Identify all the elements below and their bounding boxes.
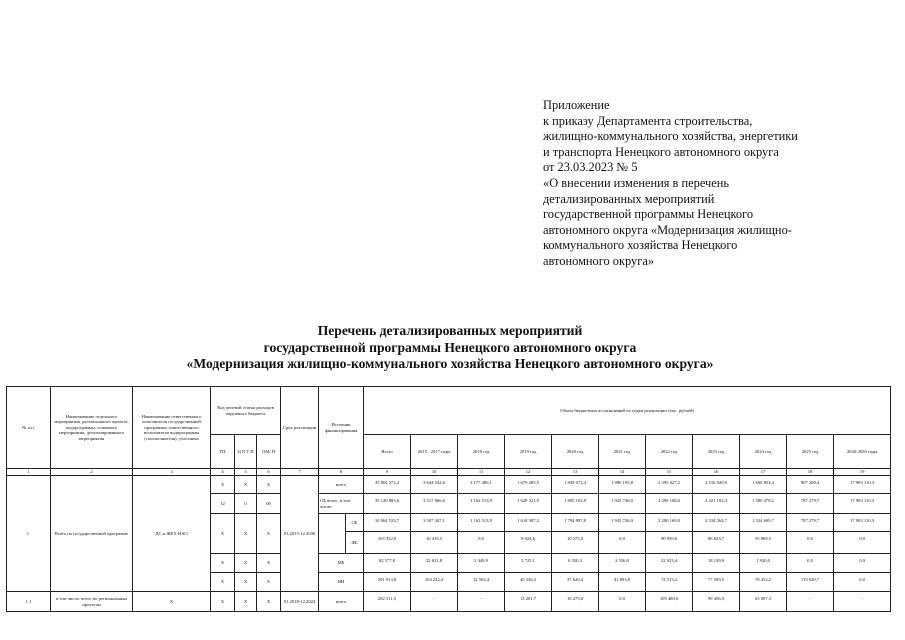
value-cell: 907 200,4 [787, 476, 834, 494]
value-cell: 1 945 746,0 [599, 514, 646, 532]
row-source: всего [319, 476, 364, 494]
value-cell: 2 290 108,6 [646, 494, 693, 514]
header-term: Срок реализации [281, 387, 319, 469]
row-term: 01.2018-12.2024 [281, 592, 319, 612]
value-cell: 90 939,6 [646, 532, 693, 554]
value-cell: 37 620,4 [552, 573, 599, 592]
header-year: 2022 год [646, 435, 693, 469]
row-subsource: ОБ [346, 514, 364, 532]
value-cell: 787 279,7 [787, 494, 834, 514]
col-number: 5 [235, 469, 257, 476]
col-number: 2 [51, 469, 133, 476]
header-total: Всего [364, 435, 411, 469]
value-cell: 104 242,4 [411, 573, 458, 592]
appendix-line: коммунального хозяйства Ненецкого [543, 238, 738, 253]
value-cell: 74 513,2 [646, 573, 693, 592]
header-om: ОМ/ П [257, 435, 281, 469]
col-number: 8 [319, 469, 364, 476]
row-source: ОБ всего, в том числе: [319, 494, 364, 514]
value-cell: 63 097,3 [740, 592, 787, 612]
value-cell: 1 920,0 [740, 554, 787, 573]
table-row [7, 476, 891, 494]
title-line: «Модернизация жилищно-коммунального хозяйства Ненецкого автономного округа» [186, 356, 714, 371]
row-num: 1. [7, 476, 51, 592]
col-number: 6 [257, 469, 281, 476]
code-cpgp: Х [235, 573, 257, 592]
code-gp: Х [211, 514, 235, 554]
value-cell: 6 350,3 [552, 554, 599, 573]
header-year: 2024 год [740, 435, 787, 469]
value-cell: 10 275,0 [552, 532, 599, 554]
col-number: 7 [281, 469, 319, 476]
row-subsource: ФБ [346, 532, 364, 554]
value-cell: 3 507 447,1 [411, 514, 458, 532]
value-cell: - [787, 592, 834, 612]
header-year: 2026-2030 годы [834, 435, 891, 469]
row-source: ИИ [319, 573, 364, 592]
value-cell: 1 177 486,1 [458, 476, 505, 494]
value-cell: - [834, 592, 891, 612]
value-cell: 591 913,8 [364, 573, 411, 592]
code-om: Х [257, 554, 281, 573]
value-cell: 0,0 [834, 573, 891, 592]
header-year: 2020 год [552, 435, 599, 469]
value-cell: 1 628 321,9 [505, 494, 552, 514]
value-cell: 105 480,6 [646, 592, 693, 612]
header-name: Наименование отдельного мероприятия, регионального проекта, подпрограммы, основного мероприятия, детализированного мероприятия [51, 387, 133, 469]
code-cpgp: Х [235, 554, 257, 573]
value-cell: 17 983 110,3 [834, 494, 891, 514]
value-cell: 78 452,2 [740, 573, 787, 592]
row-executor: Х [133, 592, 211, 612]
col-number: 10 [411, 469, 458, 476]
appendix-line: от 23.03.2023 № 5 [543, 160, 638, 175]
value-cell: 1 849 072,4 [552, 476, 599, 494]
value-cell: 10 419,5 [411, 532, 458, 554]
appendix-line: к приказу Департамента строительства, [543, 113, 753, 128]
row-source-spacer [319, 514, 346, 554]
row-executor: ДС и ЖКХ НАО [133, 476, 211, 592]
col-number: 18 [787, 469, 834, 476]
code-om: Х [257, 592, 281, 612]
header-year: 2025 год [787, 435, 834, 469]
code-cpgp: Х [235, 514, 257, 554]
col-number: 4 [211, 469, 235, 476]
col-number: 11 [458, 469, 505, 476]
value-cell: 9 924,6 [505, 532, 552, 554]
appendix-line: детализированных мероприятий [543, 191, 715, 206]
code-om: Х [257, 514, 281, 554]
code-gp: 12 [211, 494, 235, 514]
value-cell: 165 352,9 [364, 532, 411, 554]
value-cell: 1 162 513,9 [458, 494, 505, 514]
header-year: 2019 год [505, 435, 552, 469]
value-cell: 1 990 195,8 [599, 476, 646, 494]
appendix-line: автономного округа «Модернизация жилищно- [543, 222, 792, 237]
header-executor: Наименование ответственного исполнителя государственной программы, ответственного исполнителя подпрограммы (соисполнителя), участника [133, 387, 211, 469]
appendix-line: жилищно-коммунального хозяйства, энергетики [543, 129, 798, 144]
col-number: 17 [740, 469, 787, 476]
header-cpgp: Ц П Г П [235, 435, 257, 469]
value-cell: 119 920,7 [787, 573, 834, 592]
code-cpgp: Х [235, 476, 257, 494]
value-cell: 282 511,5 [364, 592, 411, 612]
value-cell: 0,0 [599, 532, 646, 554]
header-year: 2018 год [458, 435, 505, 469]
value-cell: 0,0 [787, 554, 834, 573]
code-om: Х [257, 476, 281, 494]
code-gp: Х [211, 592, 235, 612]
col-number: 1 [7, 469, 51, 476]
value-cell: 3 517 866,6 [411, 494, 458, 514]
value-cell: 2 556,0 [599, 554, 646, 573]
value-cell: 0,0 [458, 532, 505, 554]
header-year: 2021 год [599, 435, 646, 469]
appendix-line: Приложение [543, 98, 610, 112]
value-cell: 1 679 285,5 [505, 476, 552, 494]
value-cell: 1 805 102,8 [552, 494, 599, 514]
value-cell: 82 577,8 [364, 554, 411, 573]
value-cell: 2 200 169,0 [646, 514, 693, 532]
row-num: 1.1 [7, 592, 51, 612]
code-gp: Х [211, 554, 235, 573]
value-cell: 35 804 372,2 [364, 476, 411, 494]
row-name: Всего по государственной программе [51, 476, 133, 592]
value-cell: 34 964 523,7 [364, 514, 411, 532]
col-number: 3 [133, 469, 211, 476]
value-cell: 1 162 513,9 [458, 514, 505, 532]
table-row [7, 592, 891, 612]
header-volumes: Объем бюджетных ассигнований по годам реализации (тыс. рублей) [364, 387, 891, 435]
value-cell: 2 516 920,9 [693, 476, 740, 494]
value-cell: 5 725,1 [505, 554, 552, 573]
code-gp: Х [211, 573, 235, 592]
value-cell: 17 983 110,3 [834, 476, 891, 494]
value-cell: 2 421 192,4 [693, 494, 740, 514]
appendix-line: автономного округа» [543, 253, 655, 268]
value-cell: 0,0 [834, 532, 891, 554]
value-cell: 1 524 609,7 [740, 514, 787, 532]
header-year: 2023 год [693, 435, 740, 469]
col-number: 19 [834, 469, 891, 476]
header-year: 2015 - 2017 годы [411, 435, 458, 469]
value-cell: 1 660 854,4 [740, 476, 787, 494]
value-cell: 35 868,5 [740, 532, 787, 554]
value-cell: 2 334 364,7 [693, 514, 740, 532]
row-source: МБ [319, 554, 364, 573]
value-cell: 0,0 [834, 554, 891, 573]
value-cell: 2 395 627,2 [646, 476, 693, 494]
value-cell: 1 580 478,2 [740, 494, 787, 514]
col-number: 14 [599, 469, 646, 476]
appendix-line: государственной программы Ненецкого [543, 207, 754, 222]
value-cell: 45 236,2 [505, 573, 552, 592]
appendix-block [543, 98, 893, 270]
value-cell: 86 823,7 [693, 532, 740, 554]
value-cell: - [411, 592, 458, 612]
value-cell: 10 275,0 [552, 592, 599, 612]
value-cell: 1 618 397,2 [505, 514, 552, 532]
appendix-line: и транспорта Ненецкого автономного округа [543, 144, 779, 159]
measures-table [6, 386, 891, 612]
value-cell: 22 923,4 [646, 554, 693, 573]
code-om: 00 [257, 494, 281, 514]
code-gp: Х [211, 476, 235, 494]
value-cell: 0,0 [787, 532, 834, 554]
value-cell: 99 456,9 [693, 592, 740, 612]
value-cell: 22 631,8 [411, 554, 458, 573]
column-number-row [7, 469, 891, 476]
value-cell: 12 504,4 [458, 573, 505, 592]
appendix-line: «О внесении изменения в перечень [543, 175, 730, 190]
value-cell: 13 201,7 [505, 592, 552, 612]
value-cell: 2 449,9 [458, 554, 505, 573]
value-cell: 77 509,5 [693, 573, 740, 592]
value-cell: 1 794 897,8 [552, 514, 599, 532]
value-cell: 17 983 110,3 [834, 514, 891, 532]
col-number: 13 [552, 469, 599, 476]
value-cell: 18 139,0 [693, 554, 740, 573]
col-number: 12 [505, 469, 552, 476]
value-cell: 41 893,8 [599, 573, 646, 592]
value-cell: 3 644 342,6 [411, 476, 458, 494]
code-om: Х [257, 573, 281, 592]
col-number: 15 [646, 469, 693, 476]
header-source: Источник финансирования [319, 387, 364, 469]
value-cell: 0,0 [599, 592, 646, 612]
header-gp: ГП [211, 435, 235, 469]
row-source: всего [319, 592, 364, 612]
value-cell: 35 129 883,6 [364, 494, 411, 514]
col-number: 9 [364, 469, 411, 476]
header-budget-code: Код целевой статьи расходов окружного бюджета [211, 387, 281, 435]
col-number: 16 [693, 469, 740, 476]
code-cpgp: Х [235, 592, 257, 612]
value-cell: 1 945 746,0 [599, 494, 646, 514]
header-num: № п.п. [7, 387, 51, 469]
title-line: государственной программы Ненецкого автономного округа [263, 339, 637, 355]
value-cell: - [458, 592, 505, 612]
value-cell: 787 279,7 [787, 514, 834, 532]
row-term: 01.2015-12.2030 [281, 476, 319, 592]
row-name: в том числе: всего по региональным проектам [51, 592, 133, 612]
document-title [150, 323, 750, 373]
title-line: Перечень детализированных мероприятий [317, 323, 583, 338]
code-cpgp: 0 [235, 494, 257, 514]
